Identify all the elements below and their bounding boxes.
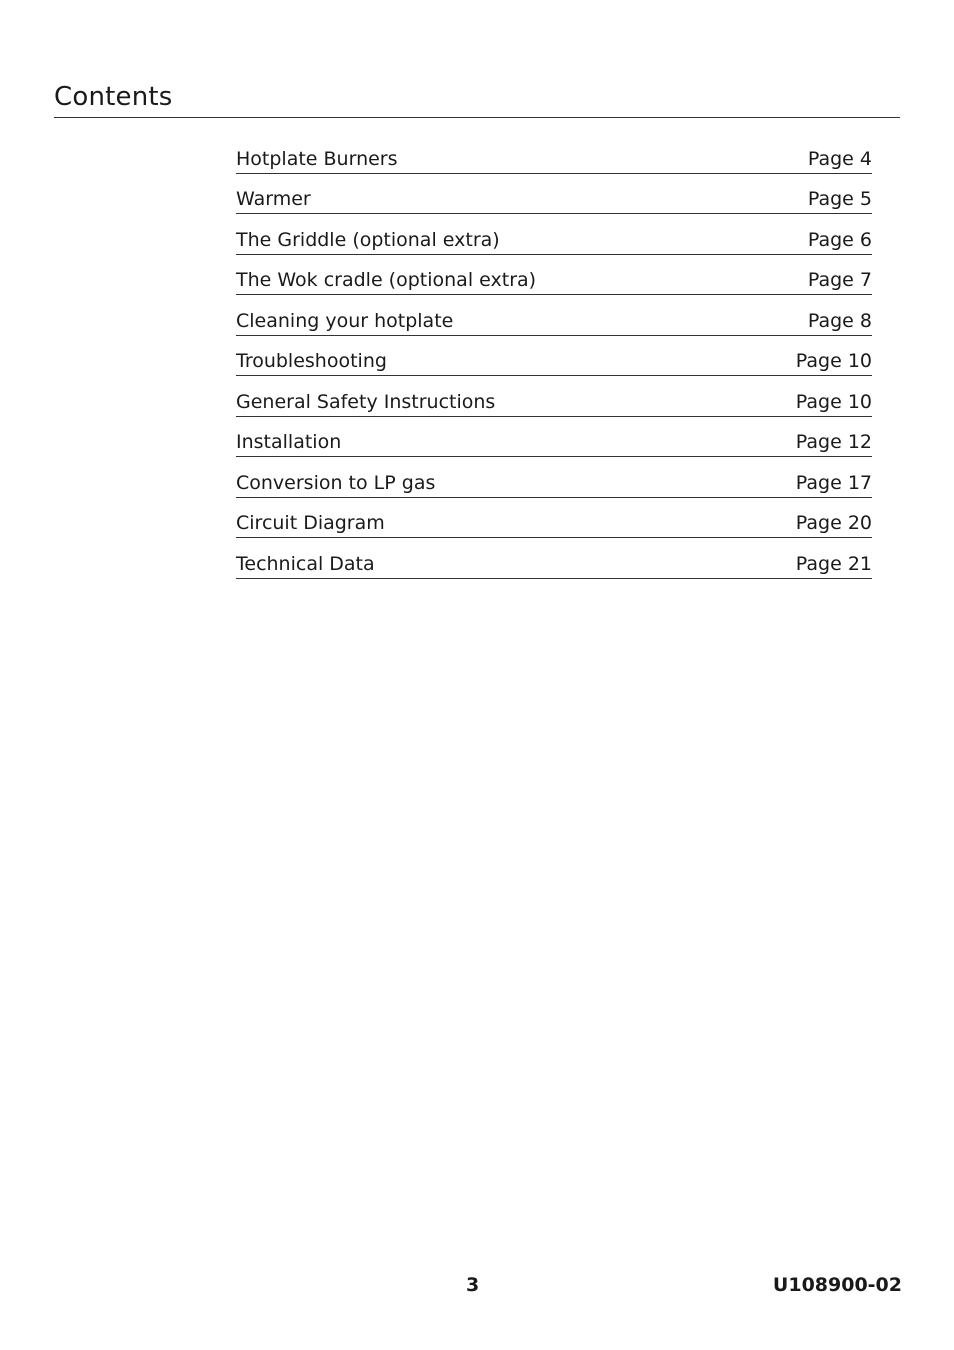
- toc-entry-warmer: [236, 174, 872, 215]
- toc-entry-page: Page 17: [795, 471, 872, 494]
- toc-entry-label: Troubleshooting: [236, 350, 387, 372]
- toc-entry-page: Page 7: [807, 269, 872, 291]
- toc-entry-griddle: [236, 214, 872, 255]
- toc-entry-label: Cleaning your hotplate: [236, 309, 454, 332]
- toc-entry-installation: [236, 417, 872, 458]
- toc-entry-technical-data: [236, 538, 872, 579]
- footer-page-number: 3: [466, 1274, 480, 1296]
- page-title: Contents: [54, 82, 173, 112]
- toc-entry-label: The Griddle (optional extra): [236, 228, 500, 251]
- toc-entry-page: Page 21: [795, 552, 872, 575]
- toc-entry-label: The Wok cradle (optional extra): [236, 269, 537, 291]
- toc-entry-label: Conversion to LP gas: [236, 471, 436, 494]
- table-of-contents: [236, 134, 872, 579]
- toc-entry-cleaning: [236, 295, 872, 336]
- toc-entry-label: General Safety Instructions: [236, 390, 496, 413]
- toc-entry-safety: [236, 376, 872, 417]
- toc-entry-page: Page 6: [807, 228, 872, 251]
- toc-entry-page: Page 10: [795, 390, 872, 413]
- title-divider: [54, 117, 900, 118]
- toc-entry-page: Page 8: [807, 309, 872, 332]
- toc-entry-wok-cradle: [236, 255, 872, 296]
- toc-entry-page: Page 10: [795, 350, 872, 372]
- toc-entry-hotplate-burners: [236, 134, 872, 174]
- toc-entry-label: Hotplate Burners: [236, 147, 398, 170]
- toc-entry-page: Page 5: [807, 188, 872, 210]
- toc-entry-lp-conversion: [236, 457, 872, 498]
- toc-entry-page: Page 4: [807, 147, 872, 170]
- toc-entry-page: Page 20: [795, 512, 872, 534]
- footer-document-code: U108900-02: [772, 1274, 902, 1296]
- toc-entry-label: Technical Data: [236, 552, 375, 575]
- toc-entry-label: Installation: [236, 431, 342, 453]
- toc-entry-circuit-diagram: [236, 498, 872, 539]
- toc-entry-troubleshooting: [236, 336, 872, 377]
- toc-entry-label: Circuit Diagram: [236, 512, 385, 534]
- toc-entry-page: Page 12: [795, 431, 872, 453]
- toc-entry-label: Warmer: [236, 188, 311, 210]
